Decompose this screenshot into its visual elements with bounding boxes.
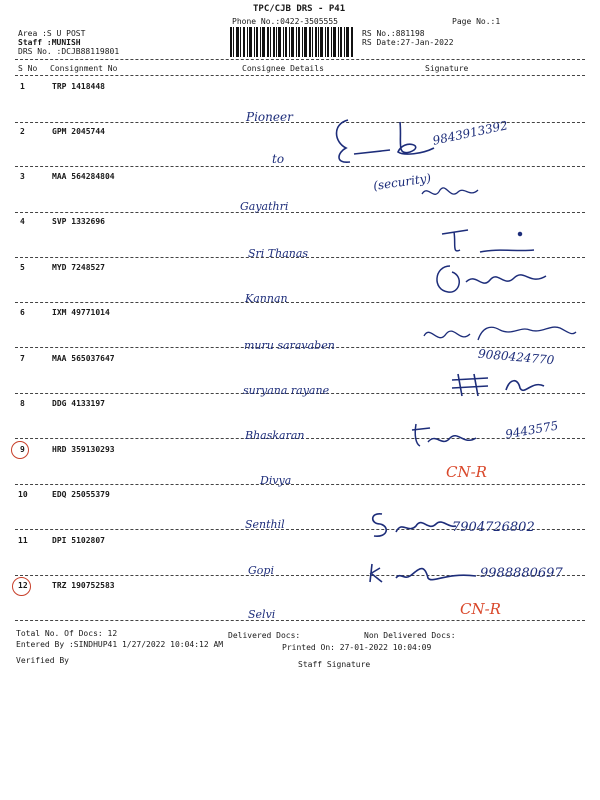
row-sno: 12 bbox=[18, 581, 28, 590]
row-consignment: MAA 565037647 bbox=[52, 354, 115, 363]
handwritten-name: Senthil bbox=[245, 518, 285, 531]
verified-by: Verified By bbox=[16, 656, 69, 665]
signature-scribble bbox=[368, 510, 458, 540]
row-consignment: DPI 5102807 bbox=[52, 536, 105, 545]
row-consignment: MAA 564284804 bbox=[52, 172, 115, 181]
row-consignment: GPM 2045744 bbox=[52, 127, 105, 136]
row-sno: 10 bbox=[18, 490, 28, 499]
handwritten-phone: 9443575 bbox=[504, 418, 560, 442]
column-header-sno: S No bbox=[18, 64, 38, 73]
row-consignment: HRD 359130293 bbox=[52, 445, 115, 454]
row-consignment: IXM 49771014 bbox=[52, 308, 110, 317]
handwritten-phone: 9080424770 bbox=[477, 346, 555, 368]
row-divider bbox=[15, 212, 585, 213]
handwritten-name: muru saravaben bbox=[244, 339, 335, 352]
handwritten-status: CN-R bbox=[446, 463, 487, 481]
row-sno: 7 bbox=[20, 354, 25, 363]
row-consignment: EDQ 25055379 bbox=[52, 490, 110, 499]
signature-scribble bbox=[410, 420, 480, 450]
signature-scribble bbox=[420, 318, 580, 350]
staff-signature-label: Staff Signature bbox=[298, 660, 371, 669]
total-docs: Total No. Of Docs: 12 bbox=[16, 629, 118, 638]
handwritten-name: Pioneer bbox=[246, 110, 293, 124]
handwritten-name: Gopi bbox=[248, 564, 274, 577]
page-number: Page No.:1 bbox=[452, 17, 501, 26]
signature-scribble bbox=[438, 228, 538, 258]
handwritten-phone: 9843913392 bbox=[431, 118, 509, 148]
row-consignment: MYD 7248527 bbox=[52, 263, 105, 272]
row-consignment: DDG 4133197 bbox=[52, 399, 105, 408]
column-header-divider bbox=[15, 75, 585, 76]
row-consignment: TRZ 190752583 bbox=[52, 581, 115, 590]
printed-on: Printed On: 27-01-2022 10:04:09 bbox=[282, 643, 432, 652]
signature-scribble bbox=[366, 558, 481, 588]
handwritten-name: to bbox=[272, 152, 285, 166]
column-header-consignment: Consignment No bbox=[50, 64, 118, 73]
rs-date: RS Date:27-Jan-2022 bbox=[362, 38, 454, 47]
circle-mark-row-9 bbox=[11, 441, 29, 459]
handwritten-note: (security) bbox=[372, 171, 432, 193]
handwritten-name: Bhaskaran bbox=[245, 429, 305, 442]
handwritten-name: Divya bbox=[260, 474, 292, 487]
handwritten-status: CN-R bbox=[460, 600, 501, 618]
entered-by: Entered By :SINDHUP41 1/27/2022 10:04:12 AM bbox=[16, 640, 224, 649]
handwritten-name: Kannan bbox=[245, 292, 288, 305]
signature-scribble bbox=[448, 370, 548, 400]
circle-mark-row-12 bbox=[12, 577, 31, 596]
signature-scribble bbox=[430, 262, 550, 302]
row-sno: 11 bbox=[18, 536, 28, 545]
document-title: TPC/CJB DRS - P41 bbox=[253, 4, 346, 14]
row-sno: 1 bbox=[20, 82, 25, 91]
row-sno: 9 bbox=[20, 445, 25, 454]
signature-scribble bbox=[420, 180, 480, 204]
handwritten-name: suryana rayane bbox=[243, 384, 330, 397]
row-sno: 3 bbox=[20, 172, 25, 181]
handwritten-phone: 7904726802 bbox=[452, 520, 535, 535]
row-consignment: TRP 1418448 bbox=[52, 82, 105, 91]
delivered-docs: Delivered Docs: bbox=[228, 631, 301, 640]
area-field: Area :S U POST bbox=[18, 29, 86, 38]
handwritten-name: Sri Thanas bbox=[248, 247, 309, 260]
column-header-consignee: Consignee Details bbox=[242, 64, 324, 73]
row-consignment: SVP 1332696 bbox=[52, 217, 105, 226]
non-delivered-docs: Non Delivered Docs: bbox=[364, 631, 456, 640]
drs-number: DRS No. :DCJB88119801 bbox=[18, 47, 120, 56]
row-sno: 2 bbox=[20, 127, 25, 136]
row-divider bbox=[15, 620, 585, 621]
barcode bbox=[230, 27, 354, 57]
row-sno: 4 bbox=[20, 217, 25, 226]
row-sno: 5 bbox=[20, 263, 25, 272]
row-divider bbox=[15, 484, 585, 485]
row-sno: 6 bbox=[20, 308, 25, 317]
column-header-signature: Signature bbox=[425, 64, 469, 73]
handwritten-name: Selvi bbox=[248, 608, 276, 621]
signature-scribble bbox=[330, 112, 440, 172]
header-divider bbox=[15, 59, 585, 60]
handwritten-name: Gayathri bbox=[240, 200, 289, 213]
rs-number: RS No.:881198 bbox=[362, 29, 425, 38]
handwritten-phone: 9988880697 bbox=[480, 566, 563, 581]
staff-field: Staff :MUNISH bbox=[18, 38, 81, 47]
row-sno: 8 bbox=[20, 399, 25, 408]
row-divider bbox=[15, 302, 585, 303]
phone-number: Phone No.:0422-3505555 bbox=[232, 17, 338, 26]
row-divider bbox=[15, 166, 585, 167]
